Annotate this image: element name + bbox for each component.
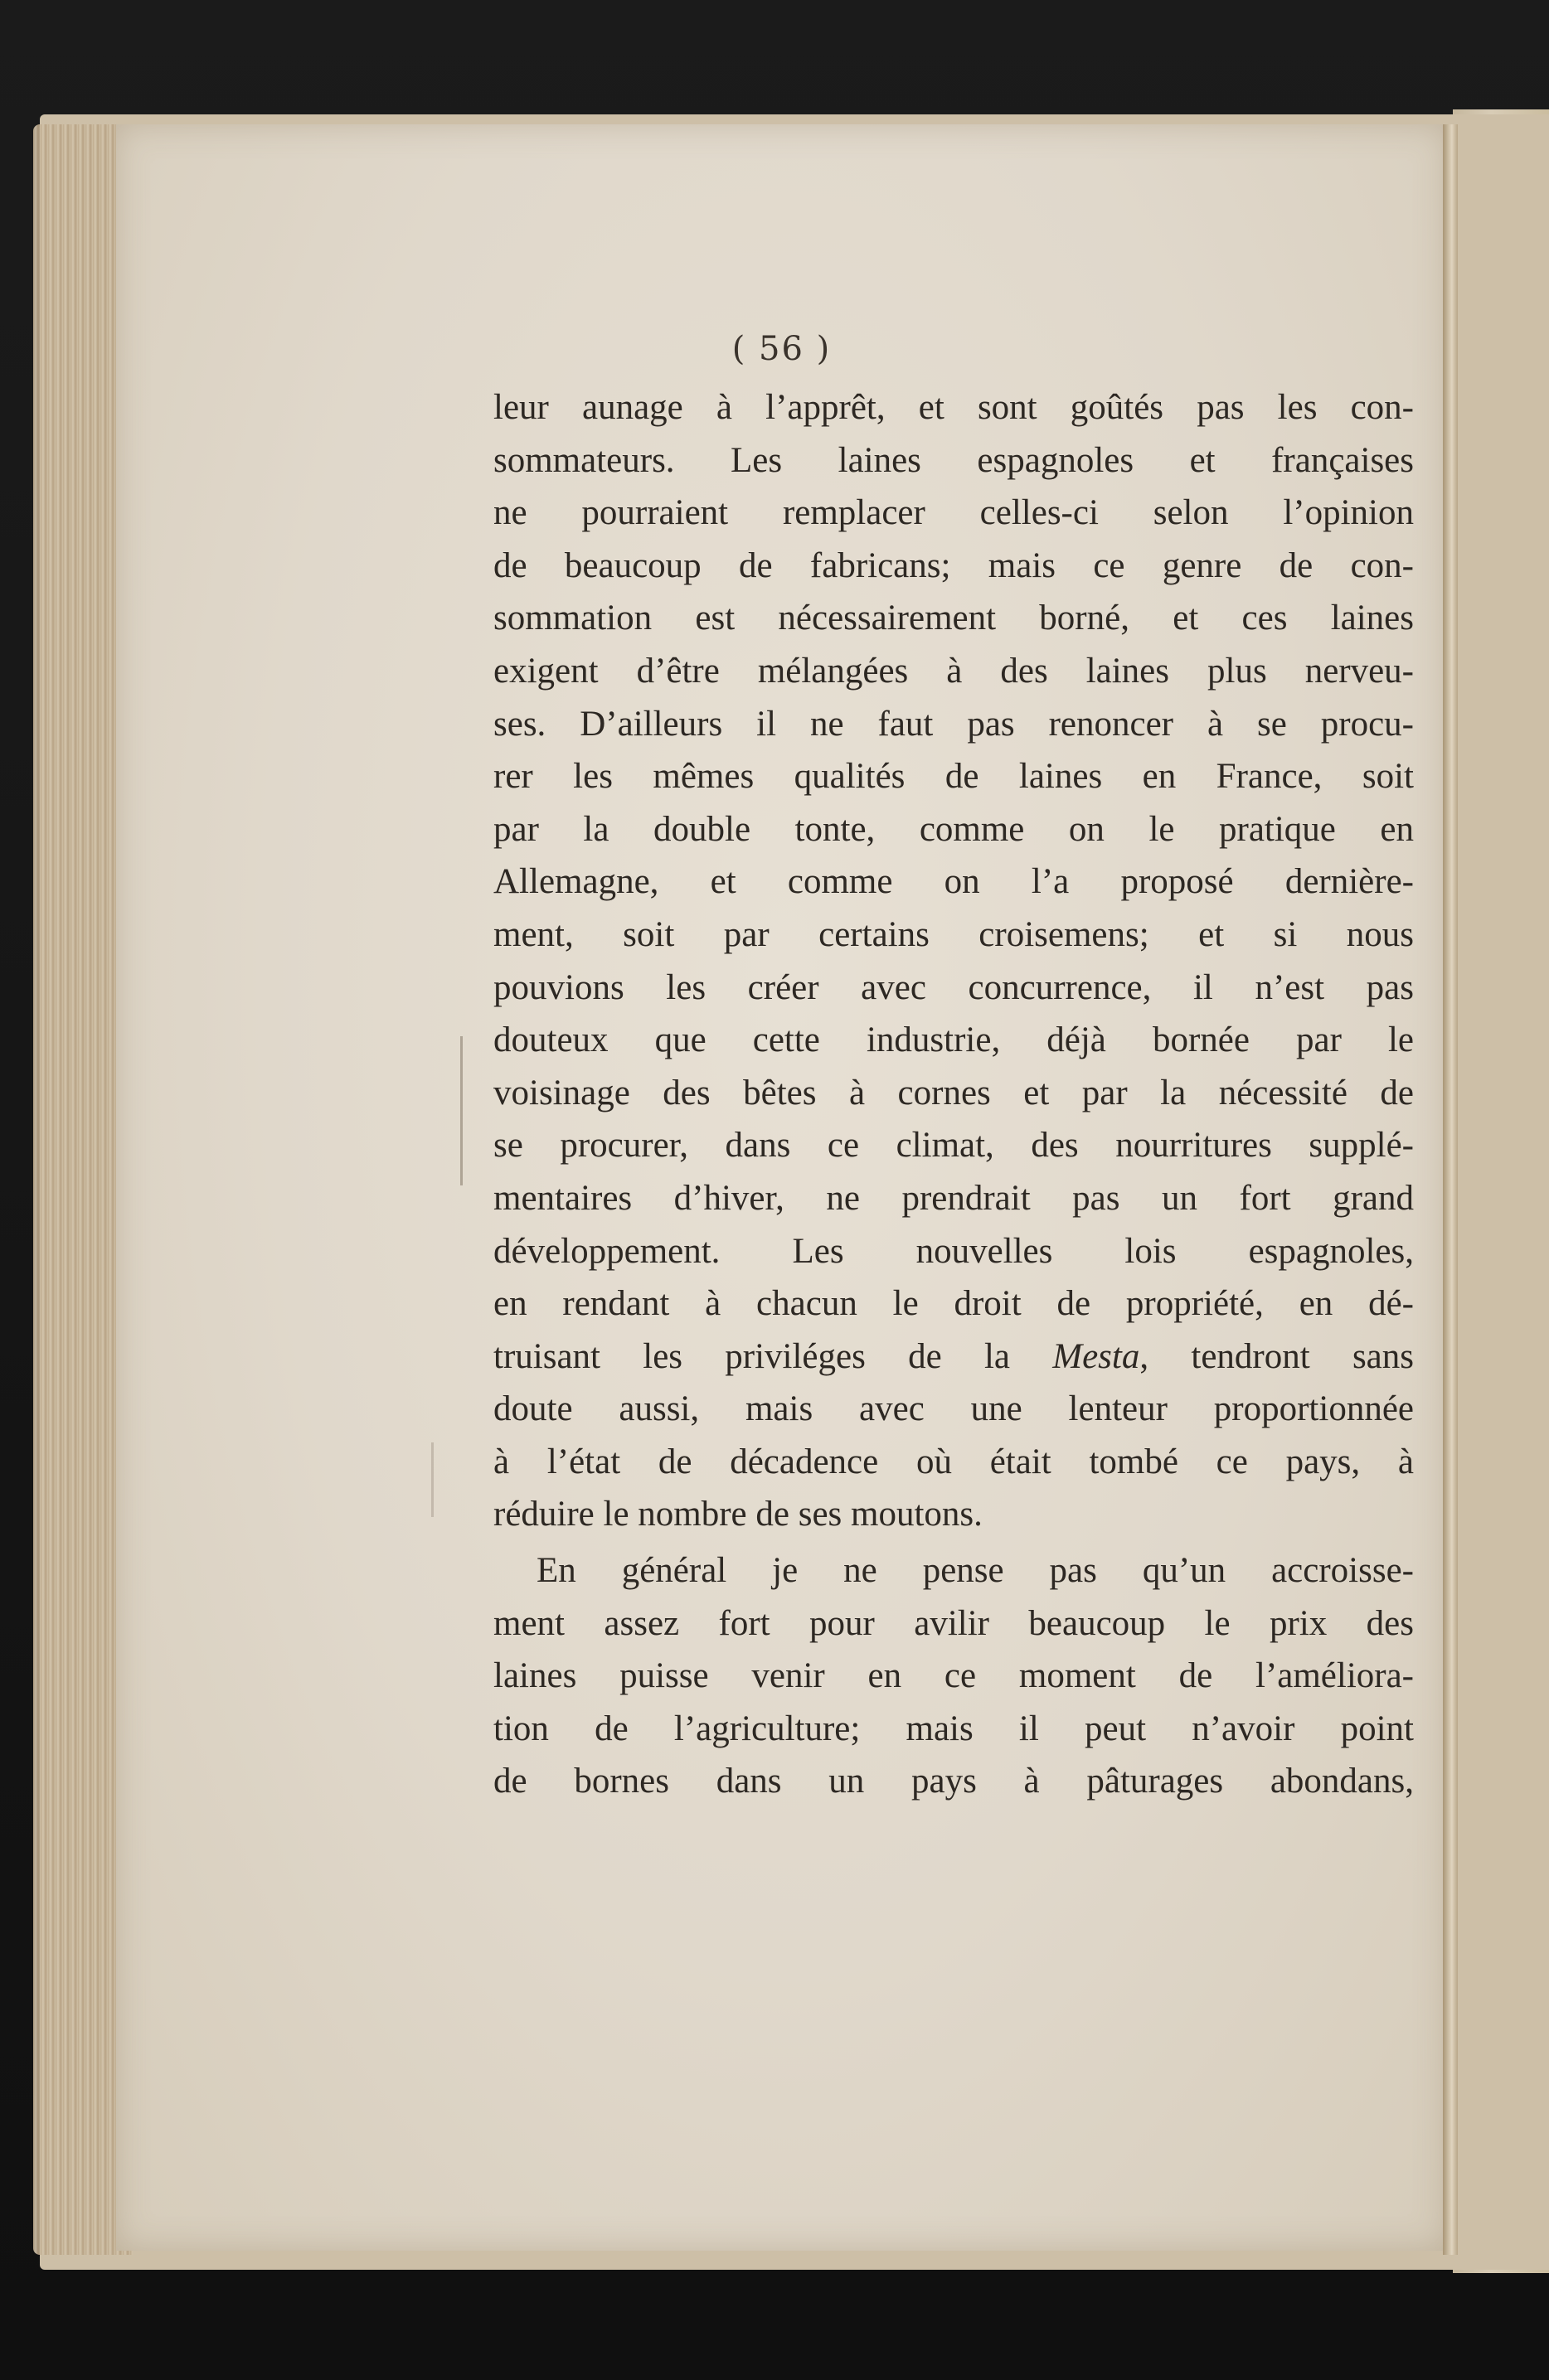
text-line: de bornes dans un pays à pâturages abondans,: [493, 1762, 1414, 1801]
italic-term-mesta: Mesta: [1052, 1336, 1140, 1376]
text-line: sommation est nécessairement borné, et ces laines: [493, 599, 1414, 638]
text-line: ne pourraient remplacer celles-ci selon l’opinion: [493, 493, 1414, 533]
book-gutter: [1443, 124, 1458, 2255]
text-line: réduire le nombre de ses moutons.: [493, 1495, 983, 1534]
text-line: pouvions les créer avec concurrence, il n’est pas: [493, 967, 1414, 1007]
text-line: ment assez fort pour avilir beaucoup le prix des: [493, 1603, 1414, 1643]
text-fragment: , tendront sans: [1139, 1336, 1414, 1376]
text-line: laines puisse venir en ce moment de l’améliora-: [493, 1656, 1414, 1696]
text-line: ses. D’ailleurs il ne faut pas renoncer à se procu-: [493, 704, 1414, 744]
text-fragment: truisant les priviléges de la: [493, 1336, 1053, 1376]
book-page: [116, 124, 1447, 2251]
text-line: leur aunage à l’apprêt, et sont goûtés pas les con-: [493, 388, 1414, 427]
text-line: sommateurs. Les laines espagnoles et françaises: [493, 440, 1414, 480]
text-line: exigent d’être mélangées à des laines plus nerveu-: [493, 651, 1414, 691]
text-line: voisinage des bêtes à cornes et par la nécessité de: [493, 1073, 1414, 1112]
text-line: se procurer, dans ce climat, des nourritures supplé-: [493, 1126, 1414, 1166]
body-text: [493, 381, 1414, 1808]
text-line: en rendant à chacun le droit de propriété, en dé-: [493, 1284, 1414, 1324]
text-line: développement. Les nouvelles lois espagnoles,: [493, 1231, 1414, 1271]
text-line: par la double tonte, comme on le pratique en: [493, 809, 1414, 849]
text-line: mentaires d’hiver, ne prendrait pas un fort grand: [493, 1178, 1414, 1218]
text-line: En général je ne pense pas qu’un accroisse-: [537, 1551, 1414, 1591]
margin-pencil-mark: [460, 1036, 463, 1185]
text-line: doute aussi, mais avec une lenteur proportionnée: [493, 1389, 1414, 1429]
text-line: douteux que cette industrie, déjà bornée par le: [493, 1020, 1414, 1060]
text-line: à l’état de décadence où était tombé ce pays, à: [493, 1442, 1414, 1481]
text-line: tion de l’agriculture; mais il peut n’avoir point: [493, 1709, 1414, 1748]
margin-pencil-mark: [431, 1442, 434, 1517]
text-line: de beaucoup de fabricans; mais ce genre de con-: [493, 545, 1414, 585]
text-line: rer les mêmes qualités de laines en France, soit: [493, 757, 1414, 797]
text-line-with-italic: [493, 1331, 1414, 1384]
text-line: Allemagne, et comme on l’a proposé dernière-: [493, 862, 1414, 902]
page-number: ( 56 ): [731, 330, 832, 368]
text-line: ment, soit par certains croisemens; et si nous: [493, 914, 1414, 954]
